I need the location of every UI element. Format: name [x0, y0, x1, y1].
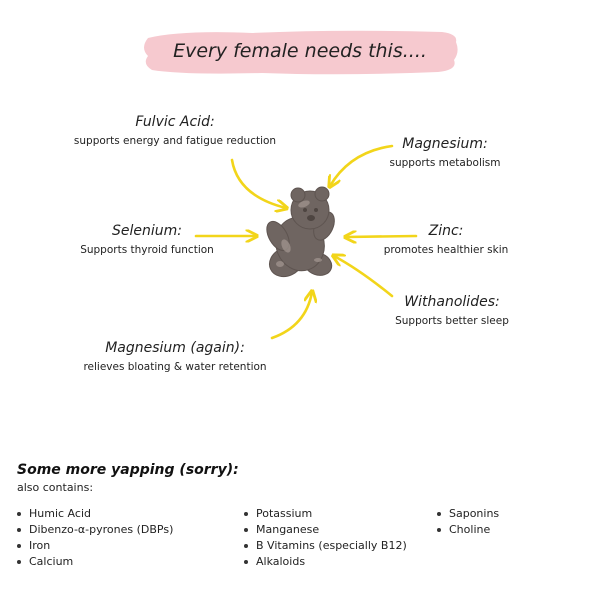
- list-item: B Vitamins (especially B12): [244, 538, 407, 554]
- callout-desc: supports metabolism: [389, 157, 501, 169]
- callout-title: Magnesium (again):: [105, 340, 245, 356]
- list-item: Dibenzo-α-pyrones (DBPs): [17, 522, 173, 538]
- callout-title: Withanolides:: [404, 294, 500, 310]
- bullet-icon: [17, 544, 21, 548]
- arrow-magnesium-again: [272, 292, 312, 338]
- ingredient-list-1: [17, 506, 173, 570]
- list-item: Choline: [437, 522, 499, 538]
- ingredient-list-3: [437, 506, 499, 538]
- callout-desc: relieves bloating & water retention: [83, 361, 267, 373]
- list-item: Manganese: [244, 522, 407, 538]
- gummy-bear-image: [262, 186, 336, 286]
- callout-desc: Supports thyroid function: [80, 244, 214, 256]
- callout-desc: promotes healthier skin: [383, 244, 509, 256]
- bullet-icon: [244, 528, 248, 532]
- page-title: Every female needs this....: [173, 40, 427, 62]
- arrow-withanolides: [334, 256, 392, 296]
- callout-fulvic-acid: [70, 113, 280, 149]
- callout-title: Zinc:: [428, 223, 464, 239]
- callout-title: Fulvic Acid:: [135, 114, 215, 130]
- list-item: Humic Acid: [17, 506, 173, 522]
- bullet-icon: [17, 528, 21, 532]
- bullet-icon: [437, 512, 441, 516]
- list-item: Saponins: [437, 506, 499, 522]
- bullet-icon: [244, 512, 248, 516]
- bullet-icon: [244, 560, 248, 564]
- list-item: Potassium: [244, 506, 407, 522]
- list-item: Alkaloids: [244, 554, 407, 570]
- callout-selenium: [72, 222, 222, 258]
- bullet-icon: [17, 560, 21, 564]
- callout-withanolides: [372, 293, 532, 329]
- callout-title: Selenium:: [112, 223, 182, 239]
- callout-desc: supports energy and fatigue reduction: [73, 135, 277, 147]
- callout-title: Magnesium:: [402, 136, 488, 152]
- more-section-subtitle: also contains:: [17, 481, 94, 494]
- ingredient-list-2: [244, 506, 407, 570]
- callout-magnesium-again: [70, 339, 280, 375]
- bullet-icon: [437, 528, 441, 532]
- list-item: Iron: [17, 538, 173, 554]
- callout-desc: Supports better sleep: [395, 315, 509, 327]
- list-item: Calcium: [17, 554, 173, 570]
- callout-zinc: [376, 222, 516, 258]
- bullet-icon: [17, 512, 21, 516]
- more-section-title: Some more yapping (sorry):: [17, 462, 239, 478]
- bullet-icon: [244, 544, 248, 548]
- callout-magnesium: [370, 135, 520, 171]
